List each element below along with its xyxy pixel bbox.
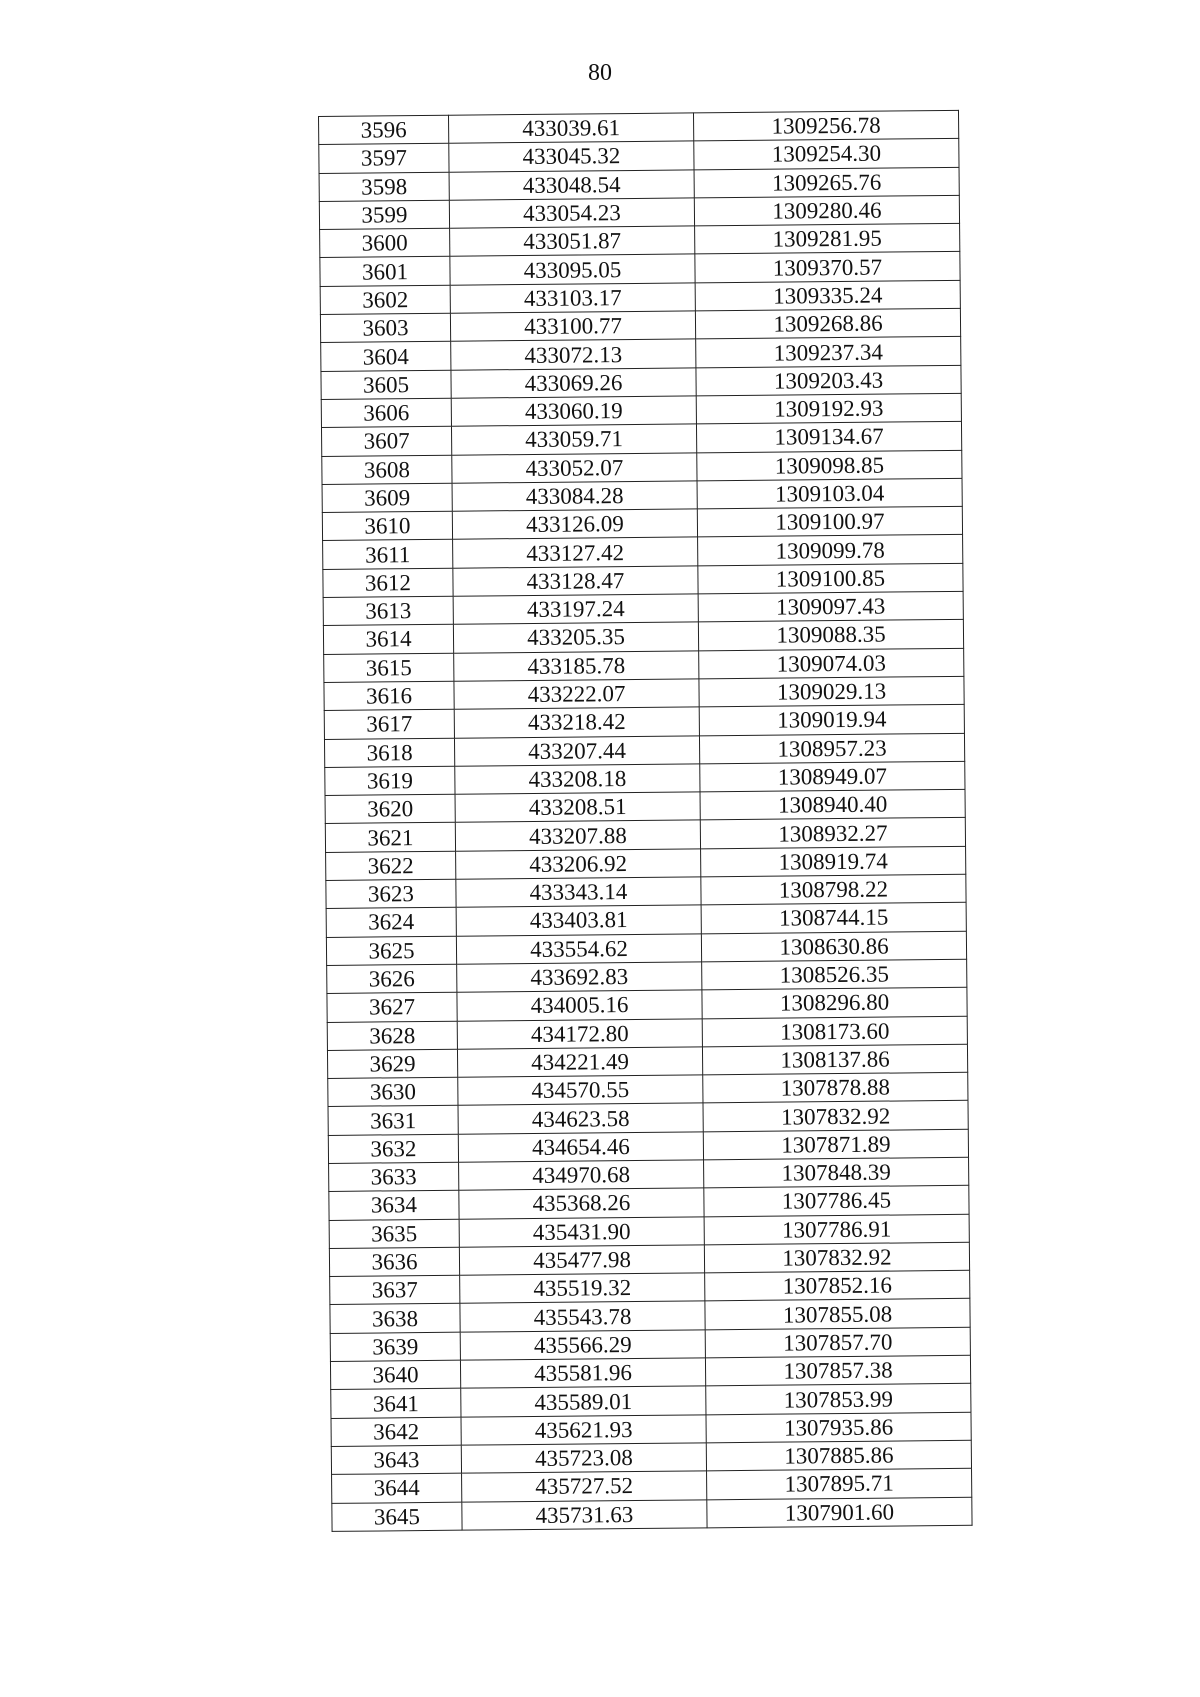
x-coordinate-cell: 435566.29 [460,1330,705,1361]
point-number-cell: 3620 [325,794,455,824]
x-coordinate-cell: 435727.52 [462,1471,707,1502]
y-coordinate-cell: 1308949.07 [700,761,965,792]
x-coordinate-cell: 433218.42 [454,707,699,738]
y-coordinate-cell: 1309268.86 [695,308,960,339]
x-coordinate-cell: 433103.17 [450,283,695,314]
point-number-cell: 3601 [320,257,450,287]
y-coordinate-cell: 1309103.04 [697,478,962,509]
x-coordinate-cell: 433048.54 [449,169,694,200]
point-number-cell: 3635 [329,1219,459,1249]
point-number-cell: 3638 [330,1304,460,1334]
y-coordinate-cell: 1309029.13 [699,676,964,707]
point-number-cell: 3630 [328,1077,458,1107]
point-number-cell: 3641 [331,1389,461,1419]
x-coordinate-cell: 433051.87 [450,226,695,257]
y-coordinate-cell: 1309203.43 [696,365,961,396]
y-coordinate-cell: 1309100.97 [697,506,962,537]
y-coordinate-cell: 1309098.85 [697,450,962,481]
point-number-cell: 3602 [320,285,450,315]
y-coordinate-cell: 1309280.46 [694,195,959,226]
x-coordinate-cell: 434654.46 [458,1132,703,1163]
point-number-cell: 3631 [328,1106,458,1136]
y-coordinate-cell: 1307855.08 [705,1299,970,1330]
x-coordinate-cell: 435543.78 [460,1301,705,1332]
x-coordinate-cell: 433069.26 [451,368,696,399]
x-coordinate-cell: 434623.58 [458,1103,703,1134]
y-coordinate-cell: 1308919.74 [701,846,966,877]
point-number-cell: 3609 [322,483,452,513]
y-coordinate-cell: 1307848.39 [704,1157,969,1188]
x-coordinate-cell: 433206.92 [456,849,701,880]
point-number-cell: 3625 [326,936,456,966]
x-coordinate-cell: 433126.09 [452,509,697,540]
y-coordinate-cell: 1308296.80 [702,988,967,1019]
point-number-cell: 3645 [332,1502,462,1532]
x-coordinate-cell: 435723.08 [461,1443,706,1474]
point-number-cell: 3619 [325,766,455,796]
x-coordinate-cell: 435368.26 [459,1188,704,1219]
point-number-cell: 3613 [323,596,453,626]
point-number-cell: 3596 [319,115,449,145]
x-coordinate-cell: 434570.55 [458,1075,703,1106]
x-coordinate-cell: 433059.71 [451,424,696,455]
point-number-cell: 3640 [330,1360,460,1390]
y-coordinate-cell: 1307901.60 [707,1497,972,1528]
page-number: 80 [588,60,612,86]
x-coordinate-cell: 433054.23 [449,198,694,229]
y-coordinate-cell: 1307935.86 [706,1412,971,1443]
point-number-cell: 3617 [324,709,454,739]
x-coordinate-cell: 433052.07 [452,452,697,483]
x-coordinate-cell: 435519.32 [460,1273,705,1304]
x-coordinate-cell: 433128.47 [453,566,698,597]
x-coordinate-cell: 433554.62 [456,933,701,964]
y-coordinate-cell: 1309099.78 [698,535,963,566]
point-number-cell: 3616 [324,681,454,711]
point-number-cell: 3623 [326,879,456,909]
point-number-cell: 3629 [327,1049,457,1079]
y-coordinate-cell: 1309074.03 [699,648,964,679]
y-coordinate-cell: 1308940.40 [700,789,965,820]
x-coordinate-cell: 435431.90 [459,1216,704,1247]
y-coordinate-cell: 1309192.93 [696,393,961,424]
x-coordinate-cell: 433045.32 [449,141,694,172]
x-coordinate-cell: 434005.16 [457,990,702,1021]
y-coordinate-cell: 1308526.35 [702,959,967,990]
y-coordinate-cell: 1309265.76 [694,167,959,198]
point-number-cell: 3634 [329,1190,459,1220]
x-coordinate-cell: 434172.80 [457,1018,702,1049]
y-coordinate-cell: 1307852.16 [705,1270,970,1301]
point-number-cell: 3600 [320,228,450,258]
y-coordinate-cell: 1309256.78 [693,110,958,141]
y-coordinate-cell: 1307885.86 [706,1440,971,1471]
y-coordinate-cell: 1309370.57 [695,252,960,283]
x-coordinate-cell: 433208.18 [455,764,700,795]
point-number-cell: 3639 [330,1332,460,1362]
x-coordinate-cell: 433127.42 [453,537,698,568]
y-coordinate-cell: 1307857.70 [705,1327,970,1358]
point-number-cell: 3599 [319,200,449,230]
point-number-cell: 3604 [321,342,451,372]
x-coordinate-cell: 433205.35 [453,622,698,653]
y-coordinate-cell: 1307786.45 [704,1186,969,1217]
y-coordinate-cell: 1309281.95 [695,224,960,255]
y-coordinate-cell: 1308630.86 [701,931,966,962]
x-coordinate-cell: 433084.28 [452,481,697,512]
y-coordinate-cell: 1307895.71 [707,1469,972,1500]
y-coordinate-cell: 1309088.35 [698,620,963,651]
point-number-cell: 3605 [321,370,451,400]
y-coordinate-cell: 1309100.85 [698,563,963,594]
y-coordinate-cell: 1307832.92 [704,1242,969,1273]
y-coordinate-cell: 1307871.89 [703,1129,968,1160]
y-coordinate-cell: 1309134.67 [696,422,961,453]
x-coordinate-cell: 433208.51 [455,792,700,823]
x-coordinate-cell: 433197.24 [453,594,698,625]
x-coordinate-cell: 435621.93 [461,1414,706,1445]
y-coordinate-cell: 1307832.92 [703,1101,968,1132]
point-number-cell: 3612 [323,568,453,598]
point-number-cell: 3608 [322,455,452,485]
y-coordinate-cell: 1309335.24 [695,280,960,311]
x-coordinate-cell: 433403.81 [456,905,701,936]
point-number-cell: 3633 [329,1162,459,1192]
point-number-cell: 3611 [323,540,453,570]
x-coordinate-cell: 433060.19 [451,396,696,427]
point-number-cell: 3622 [326,851,456,881]
y-coordinate-cell: 1307857.38 [705,1355,970,1386]
point-number-cell: 3637 [330,1275,460,1305]
point-number-cell: 3626 [327,964,457,994]
x-coordinate-cell: 433072.13 [451,339,696,370]
point-number-cell: 3627 [327,992,457,1022]
x-coordinate-cell: 433343.14 [456,877,701,908]
point-number-cell: 3621 [325,823,455,853]
y-coordinate-cell: 1308932.27 [700,818,965,849]
x-coordinate-cell: 434970.68 [459,1160,704,1191]
y-coordinate-cell: 1308957.23 [699,733,964,764]
point-number-cell: 3624 [326,908,456,938]
x-coordinate-cell: 433222.07 [454,679,699,710]
x-coordinate-cell: 433207.88 [455,820,700,851]
x-coordinate-cell: 433692.83 [457,962,702,993]
x-coordinate-cell: 435589.01 [461,1386,706,1417]
y-coordinate-cell: 1308137.86 [702,1044,967,1075]
point-number-cell: 3606 [321,398,451,428]
x-coordinate-cell: 435477.98 [459,1245,704,1276]
y-coordinate-cell: 1309097.43 [698,591,963,622]
y-coordinate-cell: 1309019.94 [699,705,964,736]
point-number-cell: 3610 [322,511,452,541]
point-number-cell: 3636 [329,1247,459,1277]
point-number-cell: 3643 [331,1445,461,1475]
x-coordinate-cell: 433039.61 [448,113,693,144]
y-coordinate-cell: 1308744.15 [701,903,966,934]
x-coordinate-cell: 433100.77 [450,311,695,342]
point-number-cell: 3598 [319,172,449,202]
point-number-cell: 3644 [332,1473,462,1503]
x-coordinate-cell: 435731.63 [462,1499,707,1530]
y-coordinate-cell: 1308173.60 [702,1016,967,1047]
x-coordinate-cell: 434221.49 [457,1047,702,1078]
x-coordinate-cell: 433095.05 [450,254,695,285]
y-coordinate-cell: 1307786.91 [704,1214,969,1245]
y-coordinate-cell: 1308798.22 [701,874,966,905]
point-number-cell: 3597 [319,144,449,174]
x-coordinate-cell: 433207.44 [454,735,699,766]
coordinates-table [318,110,973,1532]
coordinates-table-body [319,110,973,1531]
point-number-cell: 3618 [324,738,454,768]
point-number-cell: 3632 [328,1134,458,1164]
y-coordinate-cell: 1307878.88 [703,1072,968,1103]
y-coordinate-cell: 1307853.99 [706,1384,971,1415]
point-number-cell: 3615 [324,653,454,683]
y-coordinate-cell: 1309254.30 [694,139,959,170]
x-coordinate-cell: 433185.78 [454,651,699,682]
point-number-cell: 3603 [320,313,450,343]
point-number-cell: 3628 [327,1021,457,1051]
point-number-cell: 3642 [331,1417,461,1447]
y-coordinate-cell: 1309237.34 [696,337,961,368]
x-coordinate-cell: 435581.96 [460,1358,705,1389]
table-row [332,1497,972,1531]
point-number-cell: 3614 [323,625,453,655]
point-number-cell: 3607 [321,426,451,456]
